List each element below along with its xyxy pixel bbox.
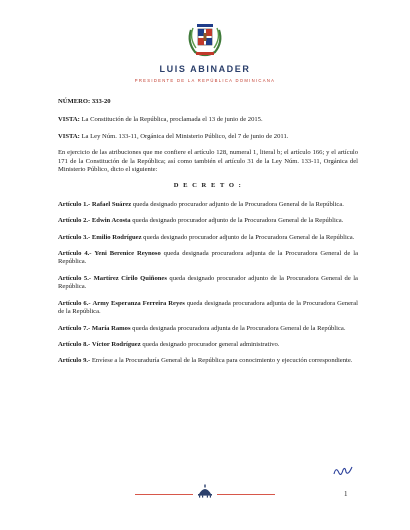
article-person: Víctor Rodríguez bbox=[91, 340, 141, 348]
issuer-name: LUIS ABINADER bbox=[159, 64, 251, 74]
article-paragraph bbox=[58, 217, 358, 225]
article-paragraph bbox=[58, 357, 358, 365]
footer-rule-left bbox=[135, 494, 193, 495]
article-label: Artículo 7.- bbox=[58, 324, 91, 332]
article-text: queda designado procurador adjunto de la Procuradora General de la República. bbox=[131, 200, 344, 208]
page-number: 1 bbox=[344, 490, 348, 498]
article-text: Envíese a la Procuraduría General de la República para conocimiento y ejecución correspondiente. bbox=[90, 357, 353, 365]
article-paragraph bbox=[58, 341, 358, 349]
vista-paragraph bbox=[58, 133, 358, 141]
decree-body bbox=[58, 98, 358, 374]
article-paragraph bbox=[58, 201, 358, 209]
article-paragraph bbox=[58, 250, 358, 267]
article-label: Artículo 2.- bbox=[58, 217, 91, 225]
article-paragraph bbox=[58, 275, 358, 292]
article-paragraph bbox=[58, 234, 358, 242]
article-text: queda designada procuradora adjunta de la Procuradora General de la República. bbox=[58, 299, 358, 316]
decreto-heading: D E C R E T O : bbox=[173, 182, 243, 190]
article-label: Artículo 3.- bbox=[58, 233, 91, 241]
article-paragraph bbox=[58, 300, 358, 317]
article-text: queda designada procuradora adjunta de la Procuradora General de la República. bbox=[130, 324, 346, 332]
article-person: Rafael Suárez bbox=[91, 200, 132, 208]
article-paragraph bbox=[58, 325, 358, 333]
article-person: Martírez Cirilo Quiñones bbox=[93, 274, 167, 282]
vista-paragraph bbox=[58, 116, 358, 124]
article-text: queda designado procurador general administrativo. bbox=[140, 340, 280, 348]
article-text: queda designado procurador adjunto de la Procuradora General de la República. bbox=[58, 274, 358, 291]
issuer-title: PRESIDENTE DE LA REPÚBLICA DOMINICANA bbox=[134, 78, 276, 83]
coat-of-arms-icon bbox=[185, 18, 225, 60]
article-person: Army Esperanza Ferreira Reyes bbox=[92, 299, 185, 307]
article-text: queda designado procurador adjunto de la Procuradora General de la República. bbox=[141, 233, 355, 241]
article-label: Artículo 5.- bbox=[58, 274, 92, 282]
vista-text: La Ley Núm. 133-11, Orgánica del Ministerio Público, del 7 de junio de 2011. bbox=[79, 132, 289, 140]
article-text: queda designada procuradora adjunta de la Procuradora General de la República. bbox=[58, 250, 359, 266]
article-label: Artículo 1.- bbox=[58, 200, 91, 208]
article-person: María Ramos bbox=[91, 324, 131, 332]
footer-rule-right bbox=[217, 494, 275, 495]
vista-text: La Constitución de la República, proclamada el 13 de junio de 2015. bbox=[79, 116, 263, 124]
decree-number: NÚMERO: 333-20 bbox=[58, 98, 111, 105]
article-label: Artículo 4.- bbox=[58, 250, 92, 258]
article-label: Artículo 6.- bbox=[58, 299, 91, 307]
capitol-dome-icon bbox=[196, 484, 214, 498]
article-person: Edwin Acosta bbox=[91, 217, 131, 225]
article-label: Artículo 9.- bbox=[58, 357, 91, 365]
article-label: Artículo 8.- bbox=[58, 340, 91, 348]
vista-label: VISTA: bbox=[58, 132, 80, 140]
intro-paragraph: En ejercicio de las atribuciones que me confiere el artículo 128, numeral 1, literal b; el artículo 166; y el artículo 171 de la Constitución de la República; así como también el artículo 31 de la Ley Núm. 133-11, Orgánica del Ministerio Público, dicto el siguiente: bbox=[58, 149, 358, 174]
article-person: Emilio Rodríguez bbox=[91, 233, 142, 241]
article-person: Yeni Berenice Reynoso bbox=[94, 250, 161, 258]
vista-label: VISTA: bbox=[58, 116, 80, 124]
article-text: queda designado procurador adjunto de la Procuradora General de la República. bbox=[130, 217, 344, 225]
signature-initials-icon bbox=[332, 464, 354, 478]
